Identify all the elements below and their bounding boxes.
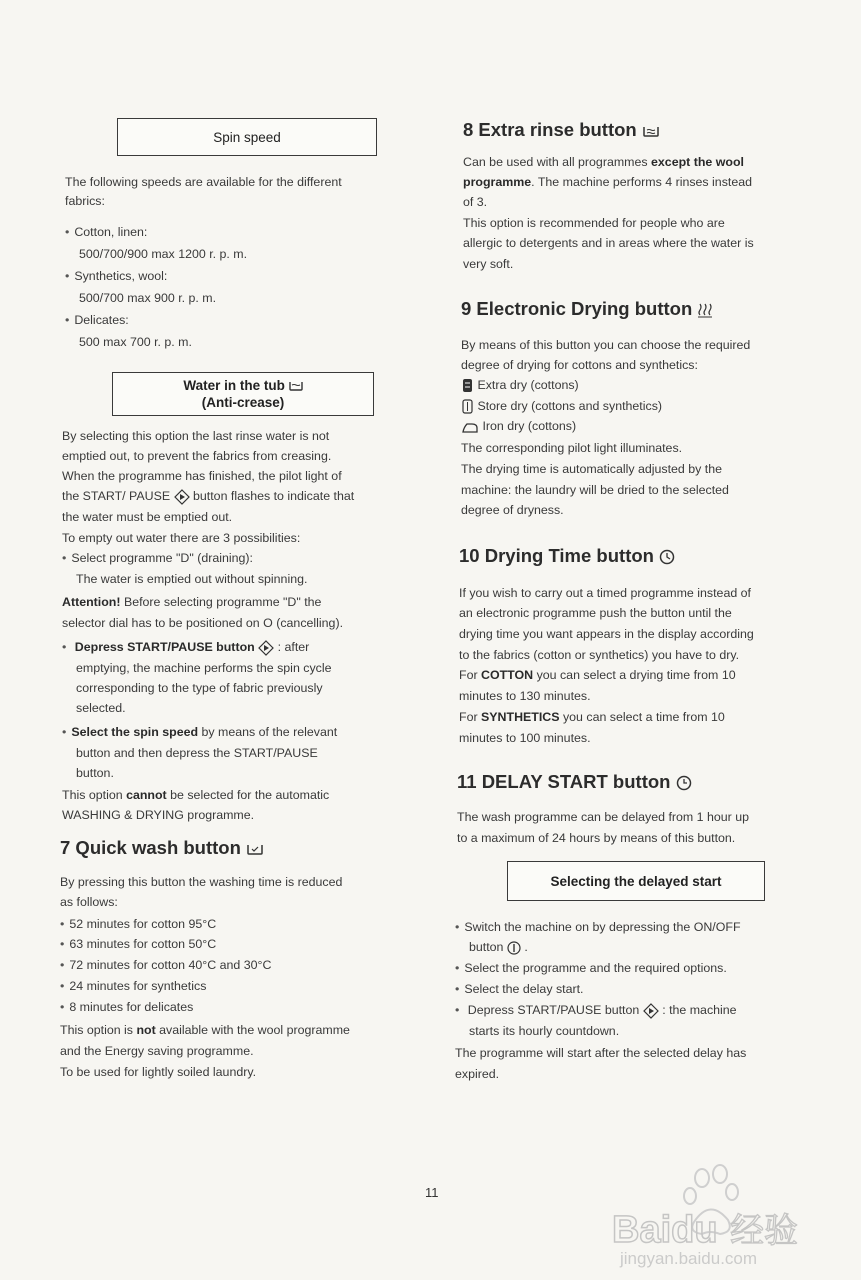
water-p1-2: emptied out, to prevent the fabrics from creasing. xyxy=(62,449,332,463)
dtime-cotton-1 xyxy=(459,665,736,686)
spin-item-delicates: • Delicates: xyxy=(65,310,129,331)
dry-opt-iron xyxy=(461,416,576,437)
drying-time-title: 10 Drying Time button xyxy=(459,545,654,566)
delay-step-4c: starts its hourly countdown. xyxy=(469,1024,620,1038)
quick-item-4: • 24 minutes for synthetics xyxy=(60,976,206,997)
synth-b: you can select a time from 10 xyxy=(559,710,725,724)
start-pause-icon xyxy=(643,1003,659,1019)
rinse-l2a: . The machine performs 4 rinses instead xyxy=(531,175,753,189)
water-p1-4 xyxy=(62,486,354,507)
delay-step-1: • Switch the machine on by depressing the ON/OFF xyxy=(455,917,741,938)
water-b3-bold: Select the spin speed xyxy=(71,725,199,739)
rinse-line-2 xyxy=(463,172,752,193)
watermark-brand: Baidu xyxy=(612,1209,718,1251)
delay-step-2: • Select the programme and the required options. xyxy=(455,958,727,979)
rinse-line-1 xyxy=(463,152,744,173)
clock-icon xyxy=(659,549,675,565)
water-p1-4b: button flashes to indicate that xyxy=(193,489,355,503)
page-number: 11 xyxy=(425,1185,439,1200)
delay-start-title: 11 DELAY START button xyxy=(457,771,671,792)
extra-rinse-heading xyxy=(463,119,660,141)
rinse-p2-3: very soft. xyxy=(463,257,514,271)
rinse-p2-1: This option is recommended for people who are xyxy=(463,216,725,230)
store-dry-icon xyxy=(461,399,474,414)
dtime-synth-1 xyxy=(459,707,725,728)
water-b1-1: • Select programme "D" (draining): xyxy=(62,548,253,569)
water-note-2: WASHING & DRYING programme. xyxy=(62,808,255,822)
rinse-l2b: programme xyxy=(463,175,532,189)
delay-end-1: The programme will start after the selected delay has xyxy=(455,1046,747,1060)
water-note-1 xyxy=(62,785,329,806)
quick-item-1: • 52 minutes for cotton 95°C xyxy=(60,914,216,935)
water-tub-heading-box xyxy=(112,372,374,416)
water-p1-1: By selecting this option the last rinse water is not xyxy=(62,429,330,443)
dtime-synth-2: minutes to 100 minutes. xyxy=(459,731,591,745)
quick-wash-icon xyxy=(246,842,264,856)
drying-icon xyxy=(697,302,713,318)
delay-step-4b: : the machine xyxy=(662,1003,737,1017)
water-p1-5: the water must be emptied out. xyxy=(62,510,233,524)
note-a: This option xyxy=(62,788,127,802)
attention-label: Attention! xyxy=(62,595,121,609)
quick-note-3: To be used for lightly soiled laundry. xyxy=(60,1065,257,1079)
attention-text: Before selecting programme "D" the xyxy=(120,595,322,609)
dry-intro-1: By means of this button you can choose the required xyxy=(461,338,751,352)
quick-intro-1: By pressing this button the washing time is reduced xyxy=(60,875,343,889)
quick-note-1 xyxy=(60,1020,350,1041)
electronic-drying-heading xyxy=(461,298,713,320)
rinse-p2-2: allergic to detergents and in areas where the water is xyxy=(463,236,754,250)
quick-wash-title: 7 Quick wash button xyxy=(60,837,241,858)
water-b2-4: selected. xyxy=(76,701,126,715)
delay-end-2: expired. xyxy=(455,1067,500,1081)
dry-p-2: The drying time is automatically adjusted by the xyxy=(461,462,723,476)
water-p2: To empty out water there are 3 possibilities: xyxy=(62,531,301,545)
dry-p-4: degree of dryness. xyxy=(461,503,564,517)
note-b: be selected for the automatic xyxy=(166,788,330,802)
quick-wash-heading xyxy=(60,837,264,859)
watermark-url: jingyan.baidu.com xyxy=(620,1249,758,1268)
water-attention-2: selector dial has to be positioned on O (cancelling). xyxy=(62,616,344,630)
spin-item-synthetics: • Synthetics, wool: xyxy=(65,266,167,287)
water-attention-1 xyxy=(62,592,321,613)
quick-note-2: and the Energy saving programme. xyxy=(60,1044,254,1058)
spin-speed-heading-box xyxy=(117,118,377,156)
dry-p-3: machine: the laundry will be dried to the selected xyxy=(461,483,729,497)
water-b3-3: button. xyxy=(76,766,114,780)
cotton-a: For xyxy=(459,668,482,682)
tub-icon xyxy=(289,381,303,391)
spin-value-cotton: 500/700/900 max 1200 r. p. m. xyxy=(79,247,248,261)
cotton-bold: COTTON xyxy=(481,668,534,682)
delay-step-4 xyxy=(455,1000,737,1021)
extra-rinse-title: 8 Extra rinse button xyxy=(463,119,637,140)
quick-item-3: • 72 minutes for cotton 40°C and 30°C xyxy=(60,955,271,976)
dry-opt-store-label: Store dry (cottons and synthetics) xyxy=(477,399,663,413)
delay-step-1b: button . xyxy=(469,940,528,954)
dry-p-1: The corresponding pilot light illuminates. xyxy=(461,441,683,455)
synth-bold: SYNTHETICS xyxy=(481,710,560,724)
dtime-cotton-2: minutes to 130 minutes. xyxy=(459,689,591,703)
synth-a: For xyxy=(459,710,482,724)
water-b1-2: The water is emptied out without spinning. xyxy=(76,572,308,586)
quick-intro-2: as follows: xyxy=(60,895,118,909)
delay-start-heading xyxy=(457,771,692,793)
dry-opt-iron-label: Iron dry (cottons) xyxy=(482,419,577,433)
spin-value-synthetics: 500/700 max 900 r. p. m. xyxy=(79,291,217,305)
water-b3-1 xyxy=(62,722,337,743)
dry-opt-store xyxy=(461,396,662,417)
rinse-line-3: of 3. xyxy=(463,195,488,209)
electronic-drying-title: 9 Electronic Drying button xyxy=(461,298,693,319)
drying-time-heading xyxy=(459,545,675,567)
baidu-jingyan-watermark xyxy=(610,1160,850,1270)
dry-intro-2: degree of drying for cottons and synthetics: xyxy=(461,358,698,372)
delay-step-3: • Select the delay start. xyxy=(455,979,584,1000)
cotton-b: you can select a drying time from 10 xyxy=(533,668,736,682)
note-bold: cannot xyxy=(126,788,167,802)
delay-clock-icon xyxy=(676,775,692,791)
spin-intro-1: The following speeds are available for the different xyxy=(65,175,342,189)
water-b2-bold: Depress START/PAUSE button xyxy=(74,640,255,654)
dry-opt-extra xyxy=(461,375,579,396)
dtime-p1-1: If you wish to carry out a timed programme instead of xyxy=(459,586,751,600)
delayed-start-box xyxy=(507,861,765,901)
dry-opt-extra-label: Extra dry (cottons) xyxy=(477,378,579,392)
dtime-p1-2: an electronic programme push the button until the xyxy=(459,606,732,620)
water-p1-3: When the programme has finished, the pilot light of xyxy=(62,469,342,483)
dtime-p1-3: drying time you want appears in the display according xyxy=(459,627,754,641)
spin-item-cotton: • Cotton, linen: xyxy=(65,222,147,243)
quick-note-bold: not xyxy=(136,1023,156,1037)
spin-intro-2: fabrics: xyxy=(65,194,105,208)
delayed-start-title: Selecting the delayed start xyxy=(550,873,722,889)
quick-note-a: This option is xyxy=(60,1023,137,1037)
quick-item-5: • 8 minutes for delicates xyxy=(60,997,193,1018)
rinse-l1b: except the wool xyxy=(651,155,744,169)
delay-p1-2: to a maximum of 24 hours by means of this button. xyxy=(457,831,736,845)
spin-speed-title: Spin speed xyxy=(213,129,281,145)
water-b3-rest: by means of the relevant xyxy=(198,725,338,739)
quick-note-b: available with the wool programme xyxy=(155,1023,350,1037)
rinse-l1a: Can be used with all programmes xyxy=(463,155,652,169)
on-off-icon xyxy=(507,941,521,955)
quick-item-2: • 63 minutes for cotton 50°C xyxy=(60,934,216,955)
extra-rinse-icon xyxy=(642,124,660,138)
water-p1-4a: the START/ PAUSE xyxy=(62,489,171,503)
water-tub-title: Water in the tub xyxy=(183,378,285,393)
water-b3-2: button and then depress the START/PAUSE xyxy=(76,746,318,760)
water-tub-subtitle: (Anti-crease) xyxy=(201,395,285,410)
delay-step-4a: Depress START/PAUSE button xyxy=(467,1003,640,1017)
start-pause-icon xyxy=(174,489,190,505)
delay-p1-1: The wash programme can be delayed from 1 hour up xyxy=(457,810,750,824)
water-b2-1 xyxy=(62,637,309,658)
water-b2-2: emptying, the machine performs the spin cycle xyxy=(76,661,332,675)
start-pause-icon xyxy=(258,640,274,656)
extra-dry-icon xyxy=(461,378,474,393)
watermark-cn: 经验 xyxy=(730,1211,798,1251)
delay-step-1b-label: button xyxy=(469,940,504,954)
water-b2-3: corresponding to the type of fabric previously xyxy=(76,681,323,695)
dtime-p1-4: to the fabrics (cotton or synthetics) you have to dry. xyxy=(459,648,740,662)
water-b2-rest: : after xyxy=(277,640,310,654)
spin-value-delicates: 500 max 700 r. p. m. xyxy=(79,335,192,349)
iron-icon xyxy=(461,421,479,433)
